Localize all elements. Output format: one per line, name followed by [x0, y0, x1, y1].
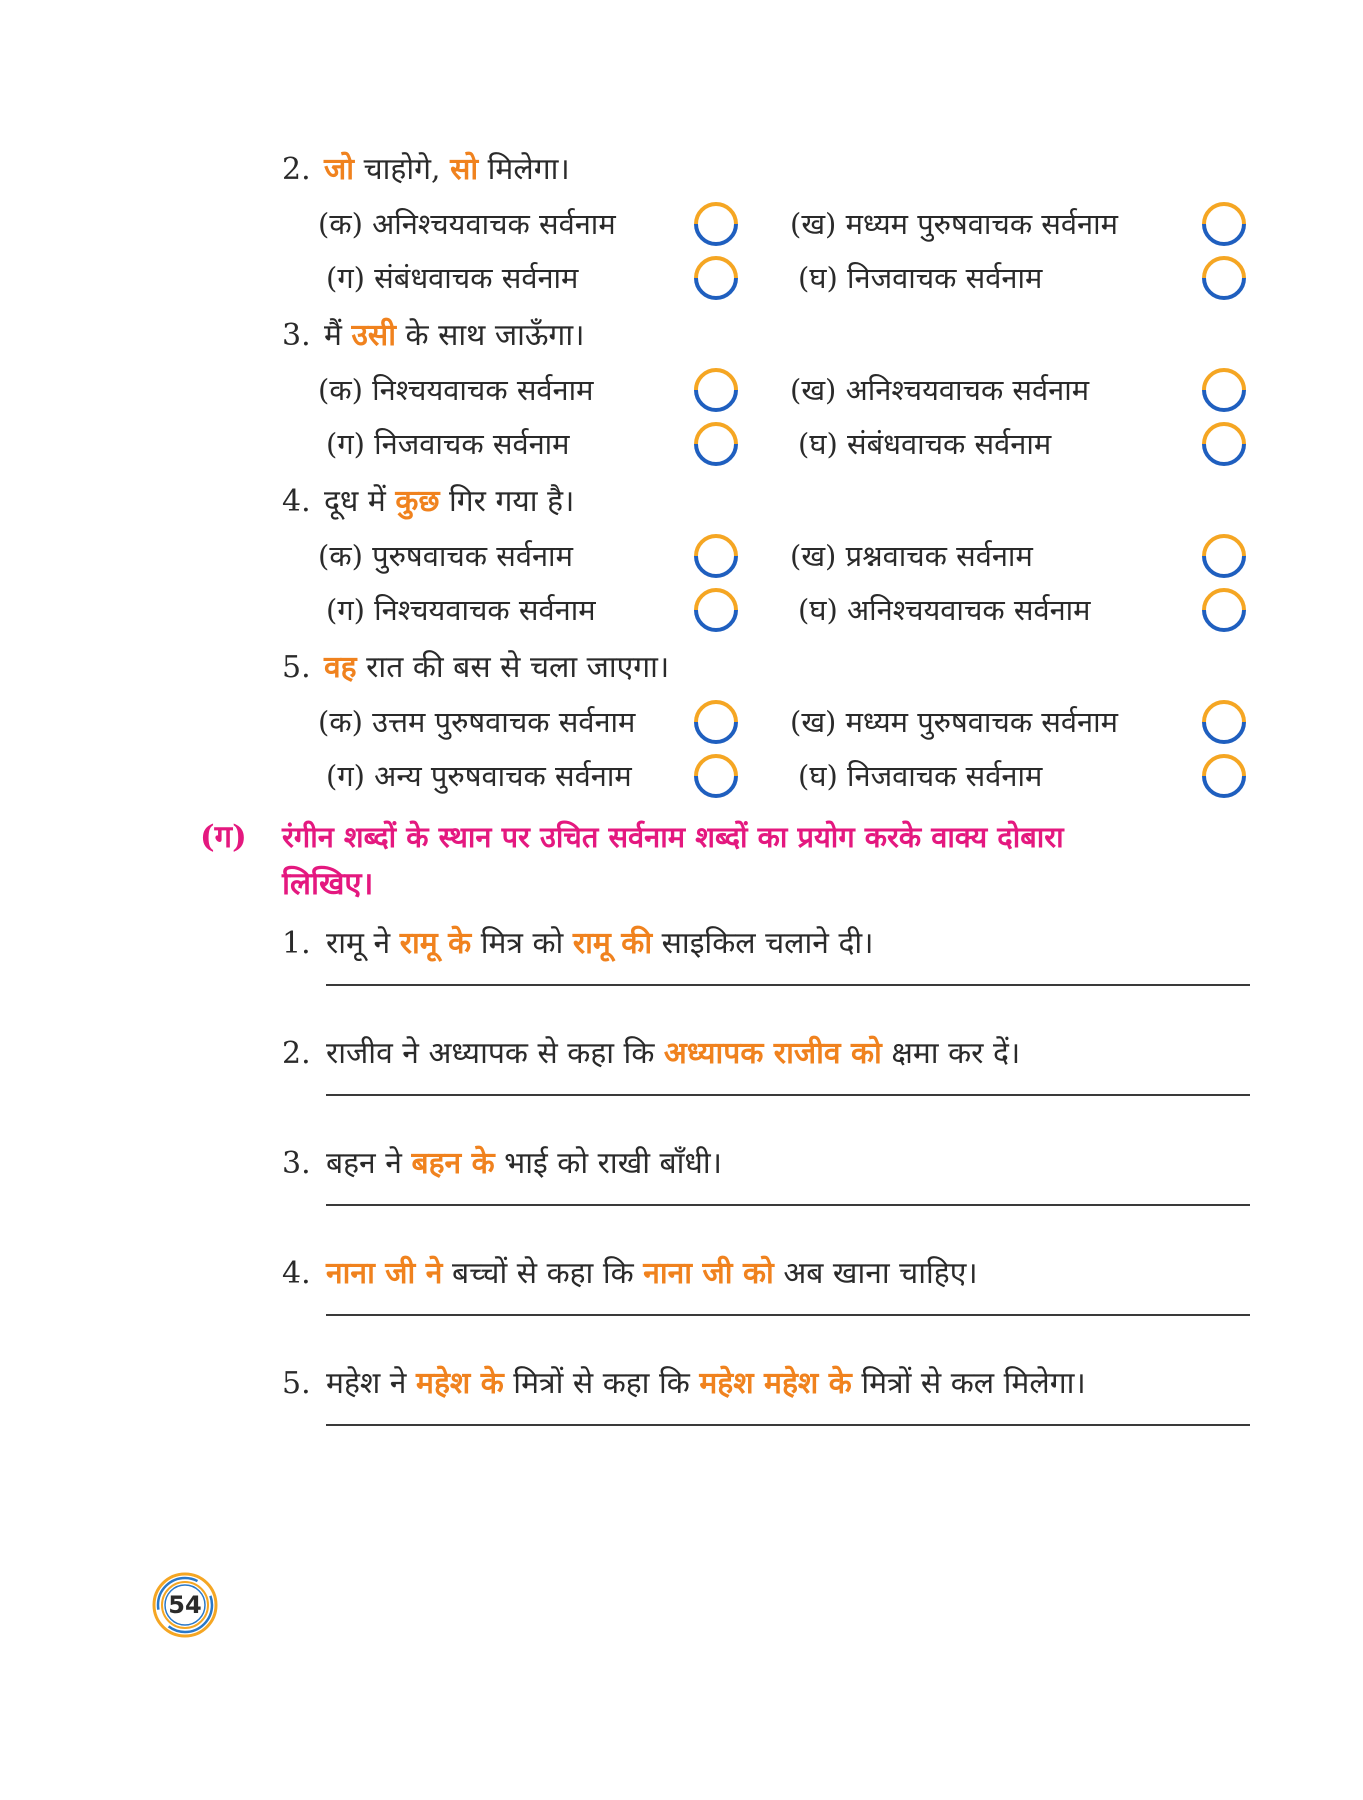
option-label: (ग) संबंधवाचक सर्वनाम: [326, 261, 579, 295]
answer-line[interactable]: [326, 1314, 1250, 1316]
option-label: (घ) निजवाचक सर्वनाम: [798, 261, 1043, 295]
option-label: (क) अनिश्चयवाचक सर्वनाम: [318, 207, 616, 241]
option-answer-circle-icon[interactable]: [692, 420, 740, 468]
option-label: (ख) प्रश्नवाचक सर्वनाम: [790, 539, 1033, 573]
option-label: (ग) निश्चयवाचक सर्वनाम: [326, 593, 596, 627]
option-answer-circle-icon[interactable]: [692, 200, 740, 248]
option-answer-circle-icon[interactable]: [692, 366, 740, 414]
item-sentence: [326, 924, 874, 964]
option-answer-circle-icon[interactable]: [692, 586, 740, 634]
option-answer-circle-icon[interactable]: [1200, 532, 1248, 580]
sentence-text: महेश ने: [326, 1366, 416, 1401]
highlighted-word: महेश के: [416, 1366, 504, 1401]
option-label: (ग) निजवाचक सर्वनाम: [326, 427, 570, 461]
item-sentence: [326, 1364, 1086, 1404]
answer-line[interactable]: [326, 1424, 1250, 1426]
option-answer-circle-icon[interactable]: [1200, 752, 1248, 800]
question-number: 4.: [282, 484, 311, 519]
option-label: (घ) संबंधवाचक सर्वनाम: [798, 427, 1052, 461]
option-answer-circle-icon[interactable]: [692, 532, 740, 580]
sentence-text: रामू ने: [326, 926, 400, 961]
sentence-text: चाहोगे,: [354, 152, 451, 187]
option-answer-circle-icon[interactable]: [1200, 254, 1248, 302]
highlighted-word: कुछ: [395, 484, 440, 519]
sentence-text: मित्रों से कहा कि: [503, 1366, 700, 1401]
answer-line[interactable]: [326, 1094, 1250, 1096]
option-label: (घ) निजवाचक सर्वनाम: [798, 759, 1043, 793]
sentence-text: मित्रों से कल मिलेगा।: [851, 1366, 1086, 1401]
sentence-text: बच्चों से कहा कि: [442, 1256, 644, 1291]
highlighted-word: जो: [324, 152, 355, 187]
option-label: (ग) अन्य पुरुषवाचक सर्वनाम: [326, 759, 632, 793]
item-number: 5.: [282, 1366, 311, 1401]
sentence-text: क्षमा कर दें।: [881, 1036, 1021, 1071]
item-sentence: [326, 1034, 1020, 1074]
option-answer-circle-icon[interactable]: [1200, 698, 1248, 746]
page-number-badge: [150, 1570, 220, 1640]
sentence-text: राजीव ने अध्यापक से कहा कि: [326, 1036, 664, 1071]
item-number: 2.: [282, 1036, 311, 1071]
highlighted-word: अध्यापक राजीव को: [663, 1036, 882, 1071]
section-instruction-line1: रंगीन शब्दों के स्थान पर उचित सर्वनाम शब्दों का प्रयोग करके वाक्य दोबारा: [282, 820, 1064, 854]
question-number: 2.: [282, 152, 311, 187]
highlighted-word: बहन के: [411, 1146, 495, 1181]
sentence-text: बहन ने: [326, 1146, 412, 1181]
option-answer-circle-icon[interactable]: [1200, 586, 1248, 634]
item-number: 1.: [282, 926, 311, 961]
question-number: 5.: [282, 650, 311, 685]
highlighted-word: रामू के: [399, 926, 472, 961]
sentence-text: रात की बस से चला जाएगा।: [356, 650, 670, 685]
answer-line[interactable]: [326, 1204, 1250, 1206]
option-label: (क) पुरुषवाचक सर्वनाम: [318, 539, 573, 573]
option-label: (ख) मध्यम पुरुषवाचक सर्वनाम: [790, 705, 1118, 739]
sentence-text: गिर गया है।: [439, 484, 575, 519]
section-marker: (ग): [200, 819, 247, 855]
question-number: 3.: [282, 318, 311, 353]
highlighted-word: रामू की: [572, 926, 653, 961]
question-sentence: [324, 648, 669, 688]
sentence-text: के साथ जाऊँगा।: [395, 318, 585, 353]
highlighted-word: नाना जी को: [643, 1256, 774, 1291]
sentence-text: मित्र को: [471, 926, 573, 961]
sentence-text: साइकिल चलाने दी।: [652, 926, 874, 961]
item-number: 4.: [282, 1256, 311, 1291]
option-label: (ख) मध्यम पुरुषवाचक सर्वनाम: [790, 207, 1118, 241]
question-sentence: [324, 316, 584, 356]
option-label: (क) निश्चयवाचक सर्वनाम: [318, 373, 594, 407]
item-sentence: [326, 1144, 722, 1184]
option-answer-circle-icon[interactable]: [1200, 366, 1248, 414]
item-number: 3.: [282, 1146, 311, 1181]
option-answer-circle-icon[interactable]: [692, 254, 740, 302]
option-answer-circle-icon[interactable]: [1200, 420, 1248, 468]
page-number: 54: [168, 1591, 202, 1619]
option-answer-circle-icon[interactable]: [1200, 200, 1248, 248]
option-answer-circle-icon[interactable]: [692, 698, 740, 746]
answer-line[interactable]: [326, 984, 1250, 986]
highlighted-word: सो: [450, 152, 479, 187]
sentence-text: मैं: [324, 318, 352, 353]
sentence-text: अब खाना चाहिए।: [773, 1256, 978, 1291]
highlighted-word: नाना जी ने: [326, 1256, 443, 1291]
section-instruction-line2: लिखिए।: [282, 866, 374, 902]
highlighted-word: महेश महेश के: [699, 1366, 852, 1401]
sentence-text: दूध में: [324, 484, 396, 519]
item-sentence: [326, 1254, 978, 1294]
sentence-text: भाई को राखी बाँधी।: [494, 1146, 723, 1181]
option-label: (क) उत्तम पुरुषवाचक सर्वनाम: [318, 705, 636, 739]
option-label: (घ) अनिश्चयवाचक सर्वनाम: [798, 593, 1091, 627]
sentence-text: मिलेगा।: [478, 152, 570, 187]
question-sentence: [324, 482, 574, 522]
option-label: (ख) अनिश्चयवाचक सर्वनाम: [790, 373, 1090, 407]
option-answer-circle-icon[interactable]: [692, 752, 740, 800]
question-sentence: [324, 150, 570, 190]
highlighted-word: वह: [324, 650, 357, 685]
highlighted-word: उसी: [351, 318, 396, 353]
